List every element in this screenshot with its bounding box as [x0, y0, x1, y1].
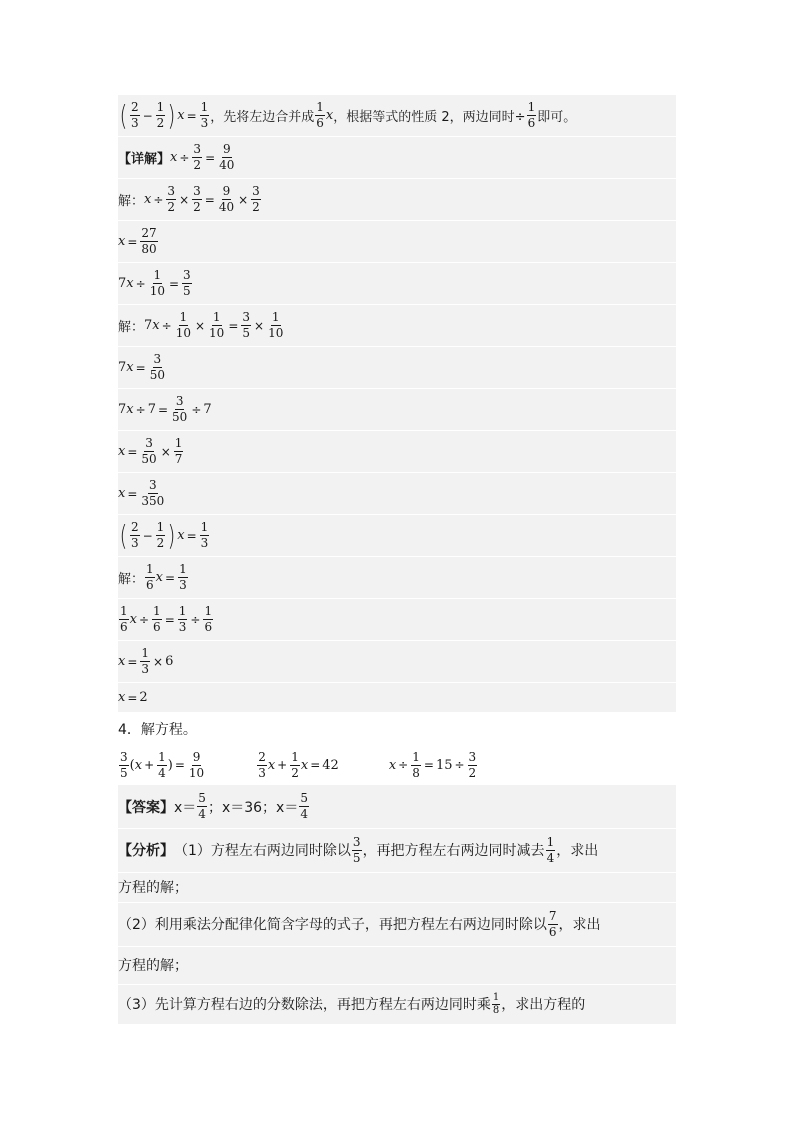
- detail-line: 【详解】 x ÷ $\frac{3}{2}$ = $\frac{9}{40}$: [118, 137, 676, 179]
- eq-step: x = 2: [118, 683, 676, 713]
- eq-step: 7 x ÷ $\frac{1}{10}$ = $\frac{3}{5}$: [118, 263, 676, 305]
- eq-step: 解： 7 x ÷ $\frac{1}{10}$ × $\frac{1}{10}$ = $\frac{3}{5}$ × $\frac{1}{10}$: [118, 305, 676, 347]
- intro-text-3: 即可。: [537, 110, 577, 125]
- eq-step: x = $\frac{3}{350}$: [118, 473, 676, 515]
- problem-4-equations: $\frac{3}{5}$ ( x + $\frac{1}{4}$ ) = $\frac{9}{10}$ $\frac{2}{3}$ x + $\frac{1}{2}$ x = 42 x ÷ $\frac{1}{8}$ = 15 ÷ $\frac{3}{2}$: [118, 745, 676, 785]
- eq-step: x = $\frac{27}{80}$: [118, 221, 676, 263]
- solution-block: [118, 95, 676, 713]
- document-page: [118, 95, 676, 1025]
- eq-step: ( $\frac{2}{3}$ − $\frac{1}{2}$ ) x = $\frac{1}{3}$: [118, 515, 676, 557]
- detail-label: 【详解】: [118, 152, 171, 167]
- analysis-line-5: （3）先计算方程右边的分数除法，再把方程左右两边同时乘 $\frac{1}{8}$ ，求出方程的: [118, 985, 676, 1025]
- eq-step: x = $\frac{1}{3}$ × 6: [118, 641, 676, 683]
- analysis-line-1: 【分析】 （1）方程左右两边同时除以 $\frac{3}{5}$ ，再把方程左右两边同时减去 $\frac{1}{4}$ ，求出: [118, 829, 676, 873]
- answer-line: 【答案】 x＝ $\frac{5}{4}$ ； x＝36 ； x＝ $\frac{5}{4}$: [118, 785, 676, 829]
- intro-text-1: ，先将左边合并成: [210, 110, 315, 125]
- eq-step: $\frac{1}{6}$ x ÷ $\frac{1}{6}$ = $\frac{1}{3}$ ÷ $\frac{1}{6}$: [118, 599, 676, 641]
- eq-step: 7 x ÷ 7 = $\frac{3}{50}$ ÷ 7: [118, 389, 676, 431]
- analysis-line-2: 方程的解；: [118, 873, 676, 903]
- eq-step: x = $\frac{3}{50}$ × $\frac{1}{7}$: [118, 431, 676, 473]
- analysis-line-4: 方程的解；: [118, 947, 676, 985]
- eq-step: 解： x ÷ $\frac{3}{2}$ × $\frac{3}{2}$ = $\frac{9}{40}$ × $\frac{3}{2}$: [118, 179, 676, 221]
- eq-step: 解： $\frac{1}{6}$ x = $\frac{1}{3}$: [118, 557, 676, 599]
- analysis-line-3: （2）利用乘法分配律化简含字母的式子，再把方程左右两边同时除以 $\frac{7}{6}$ ，求出: [118, 903, 676, 947]
- problem-4-title: 4．解方程。: [118, 713, 676, 745]
- intro-text-2: ，根据等式的性质 2，两边同时÷: [333, 110, 526, 125]
- intro-line: ( $\frac{2}{3}$ − $\frac{1}{2}$ ) x = $\frac{1}{3}$ ，先将左边合并成 $\frac{1}{6}$ x ，根据等式的性质 2，两边同时÷ $\frac{1}{6}$ 即可。: [118, 95, 676, 137]
- eq-step: 7 x = $\frac{3}{50}$: [118, 347, 676, 389]
- answer-block: [118, 785, 676, 1025]
